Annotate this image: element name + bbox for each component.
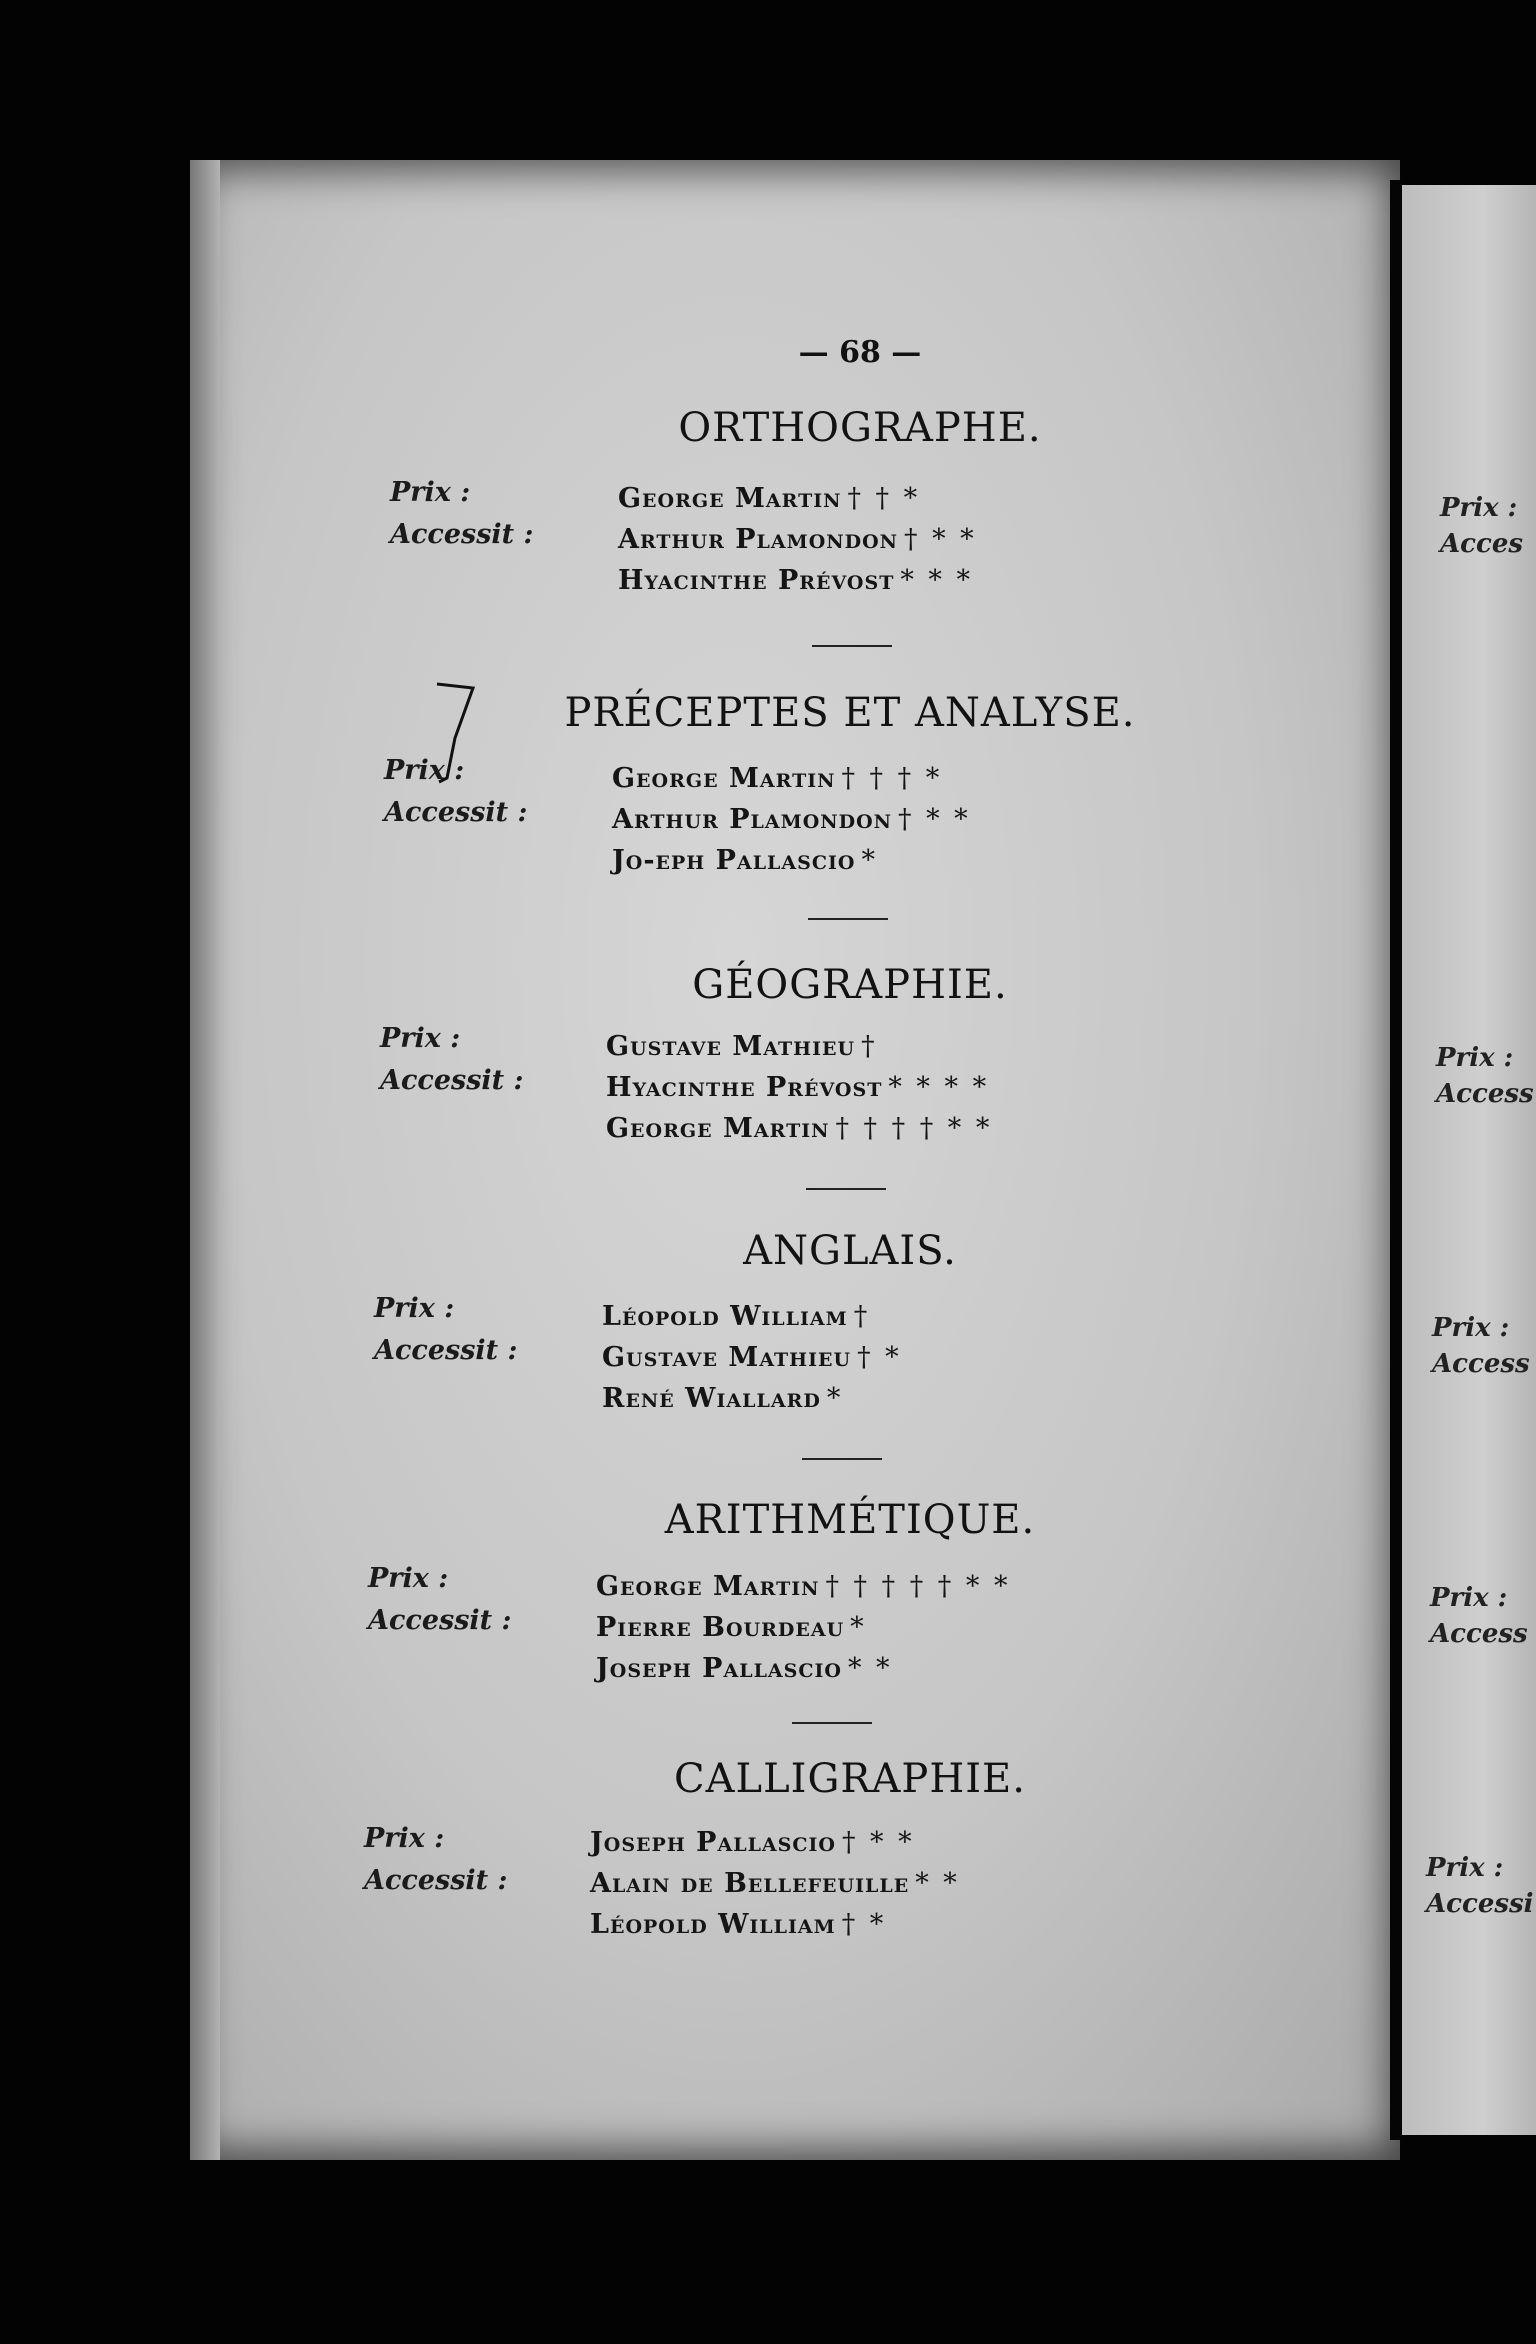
student-name: Jo-eph Pallascio <box>612 845 856 876</box>
distinction-marks: † * * <box>898 804 971 835</box>
facing-label-prix: Prix : <box>1432 1313 1510 1343</box>
student-name: Léopold William <box>602 1301 848 1332</box>
section-labels <box>374 1288 518 1372</box>
student-name: George Martin <box>596 1571 820 1602</box>
entry <box>596 1607 1196 1648</box>
section-labels <box>368 1558 512 1642</box>
facing-label-prix: Prix : <box>1426 1853 1504 1883</box>
prix-label: Prix : <box>380 1023 461 1054</box>
section-labels <box>390 472 534 556</box>
student-name: René Wiallard <box>602 1383 821 1414</box>
section-title-anglais: ANGLAIS. <box>743 1228 957 1274</box>
distinction-marks: † <box>853 1301 871 1332</box>
student-name: Gustave Mathieu <box>606 1031 856 1062</box>
facing-label-prix: Prix : <box>1436 1043 1514 1073</box>
entry <box>590 1904 1190 1945</box>
entry <box>612 840 1212 881</box>
page-number: — 68 — <box>798 335 922 370</box>
entry <box>606 1067 1206 1108</box>
section-divider <box>792 1722 872 1724</box>
section-entries <box>596 1566 1196 1689</box>
student-name: Joseph Pallascio <box>596 1653 842 1684</box>
prix-label: Prix : <box>384 755 465 786</box>
entry <box>618 519 1218 560</box>
section-entries <box>602 1296 1202 1419</box>
section-title-calligraphie: CALLIGRAPHIE. <box>674 1756 1026 1802</box>
section-entries <box>618 478 1218 601</box>
student-name: Joseph Pallascio <box>590 1827 836 1858</box>
facing-label-accessit: Access <box>1430 1619 1528 1649</box>
distinction-marks: * <box>861 845 878 876</box>
entry <box>606 1108 1206 1149</box>
entry <box>612 799 1212 840</box>
entry <box>612 758 1212 799</box>
student-name: Hyacinthe Prévost <box>606 1072 883 1103</box>
section-title-preceptes-et-analyse: PRÉCEPTES ET ANALYSE. <box>564 690 1136 736</box>
accessit-label: Accessit : <box>384 797 528 828</box>
accessit-label: Accessit : <box>390 519 534 550</box>
distinction-marks: * * <box>847 1653 893 1684</box>
section-divider <box>806 1188 886 1190</box>
student-name: Arthur Plamondon <box>612 804 893 835</box>
entry <box>590 1863 1190 1904</box>
distinction-marks: † † * <box>847 483 921 514</box>
section-entries <box>590 1822 1190 1945</box>
section-title-arithmetique: ARITHMÉTIQUE. <box>664 1497 1036 1543</box>
prix-label: Prix : <box>390 477 471 508</box>
prix-label: Prix : <box>374 1293 455 1324</box>
distinction-marks: * <box>826 1383 844 1414</box>
distinction-marks: † * <box>857 1342 902 1373</box>
student-name: George Martin <box>618 483 842 514</box>
accessit-label: Accessit : <box>368 1605 512 1636</box>
entry <box>596 1648 1196 1689</box>
distinction-marks: † * * <box>904 524 977 555</box>
distinction-marks: † <box>861 1031 878 1062</box>
distinction-marks: † † † † † * * <box>825 1571 1011 1602</box>
distinction-marks: † * <box>841 1909 887 1940</box>
distinction-marks: † † † * <box>841 763 943 794</box>
student-name: Léopold William <box>590 1909 836 1940</box>
section-labels <box>384 750 528 834</box>
distinction-marks: * * <box>915 1868 960 1899</box>
section-entries <box>612 758 1212 881</box>
facing-label-accessit: Access <box>1436 1079 1534 1109</box>
book-gutter <box>1390 180 1402 2140</box>
facing-label-accessit: Acces <box>1440 529 1524 559</box>
prix-label: Prix : <box>368 1563 449 1594</box>
entry <box>602 1337 1202 1378</box>
page-edge-left <box>190 160 220 2160</box>
distinction-marks: * * * * <box>888 1072 990 1103</box>
section-divider <box>812 645 892 647</box>
distinction-marks: * * * <box>900 565 974 596</box>
facing-label-prix: Prix : <box>1440 493 1518 523</box>
entry <box>602 1296 1202 1337</box>
accessit-label: Accessit : <box>380 1065 524 1096</box>
student-name: Hyacinthe Prévost <box>618 565 895 596</box>
entry <box>602 1378 1202 1419</box>
distinction-marks: † † † † * * <box>835 1113 993 1144</box>
student-name: Arthur Plamondon <box>618 524 899 555</box>
facing-label-prix: Prix : <box>1430 1583 1508 1613</box>
accessit-label: Accessit : <box>374 1335 518 1366</box>
distinction-marks: † * * <box>841 1827 915 1858</box>
facing-page-fragment <box>1402 185 1536 2135</box>
prix-label: Prix : <box>364 1823 445 1854</box>
entry <box>618 560 1218 601</box>
facing-label-accessit: Accessi <box>1426 1889 1534 1919</box>
student-name: George Martin <box>606 1113 830 1144</box>
accessit-label: Accessit : <box>364 1865 508 1896</box>
section-labels <box>380 1018 524 1102</box>
section-title-orthographe: ORTHOGRAPHE. <box>678 405 1042 451</box>
student-name: Pierre Bourdeau <box>596 1612 845 1643</box>
section-divider <box>802 1458 882 1460</box>
student-name: Gustave Mathieu <box>602 1342 852 1373</box>
entry <box>596 1566 1196 1607</box>
section-labels <box>364 1818 508 1902</box>
student-name: George Martin <box>612 763 836 794</box>
facing-label-accessit: Access <box>1432 1349 1530 1379</box>
entry <box>590 1822 1190 1863</box>
entry <box>618 478 1218 519</box>
distinction-marks: * <box>850 1612 867 1643</box>
entry <box>606 1026 1206 1067</box>
section-entries <box>606 1026 1206 1149</box>
student-name: Alain de Bellefeuille <box>590 1868 910 1899</box>
section-divider <box>808 918 888 920</box>
section-title-geographie: GÉOGRAPHIE. <box>692 962 1008 1008</box>
